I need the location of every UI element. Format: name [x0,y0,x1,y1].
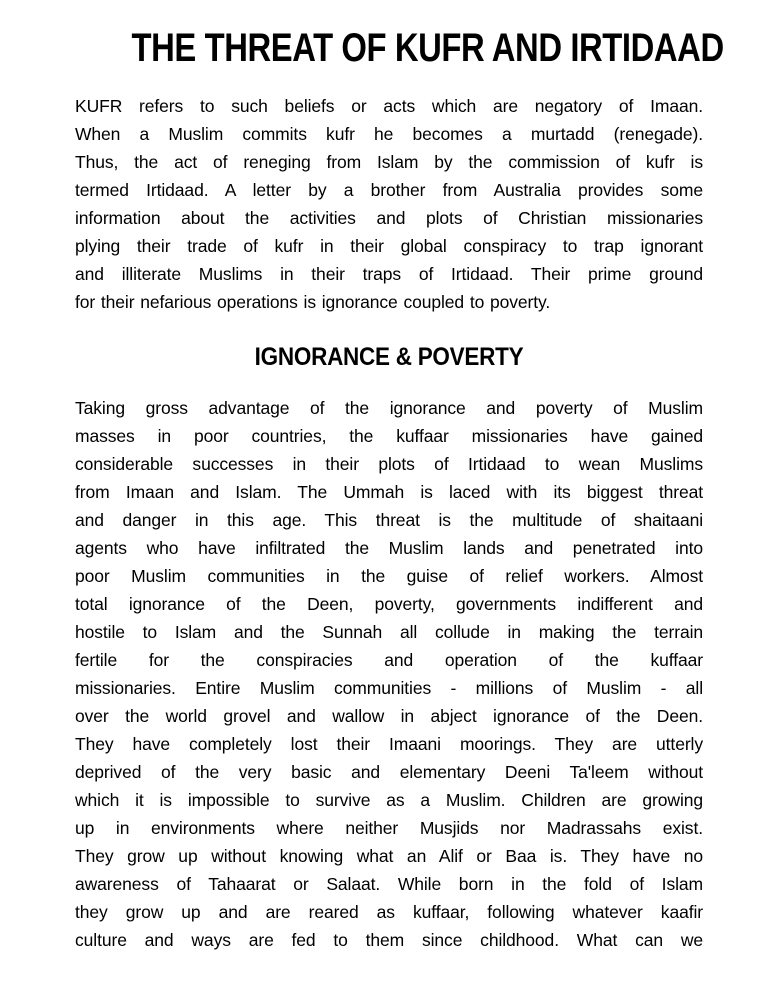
text-line: which it is impossible to survive as a Muslim. Children are growing [75,790,703,810]
text-line: culture and ways are fed to them since childhood. What can we [75,930,703,950]
text-line: total ignorance of the Deen, poverty, governments indifferent and [75,594,703,614]
page-title: THE THREAT OF KUFR AND IRTIDAAD [131,26,724,70]
text-line: Taking gross advantage of the ignorance and poverty of Muslim [75,398,703,418]
text-line: When a Muslim commits kufr he becomes a murtadd (renegade). [75,124,703,144]
text-line: considerable successes in their plots of Irtidaad to wean Muslims [75,454,703,474]
text-line: fertile for the conspiracies and operation of the kuffaar [75,650,703,670]
text-line: information about the activities and plots of Christian missionaries [75,208,703,228]
text-line: from Imaan and Islam. The Ummah is laced with its biggest threat [75,482,703,502]
text-line: missionaries. Entire Muslim communities - millions of Muslim - all [75,678,703,698]
text-line: they grow up and are reared as kuffaar, following whatever kaafir [75,902,703,922]
text-line: hostile to Islam and the Sunnah all collude in making the terrain [75,622,703,642]
body-paragraph [75,394,703,954]
text-line: awareness of Tahaarat or Salaat. While born in the fold of Islam [75,874,703,894]
section-heading: IGNORANCE & POVERTY [254,343,524,371]
intro-paragraph [75,92,703,316]
text-line: termed Irtidaad. A letter by a brother from Australia provides some [75,180,703,200]
text-line: They have completely lost their Imaani moorings. They are utterly [75,734,703,754]
text-line: over the world grovel and wallow in abject ignorance of the Deen. [75,706,703,726]
text-line: deprived of the very basic and elementary Deeni Ta'leem without [75,762,703,782]
text-line: and danger in this age. This threat is the multitude of shaitaani [75,510,703,530]
text-line: KUFR refers to such beliefs or acts which are negatory of Imaan. [75,96,703,116]
text-line: poor Muslim communities in the guise of relief workers. Almost [75,566,703,586]
text-line: plying their trade of kufr in their global conspiracy to trap ignorant [75,236,703,256]
text-line: up in environments where neither Musjids nor Madrassahs exist. [75,818,703,838]
text-line: for their nefarious operations is ignorance coupled to poverty. [75,292,551,312]
text-line: agents who have infiltrated the Muslim lands and penetrated into [75,538,703,558]
text-line: masses in poor countries, the kuffaar missionaries have gained [75,426,703,446]
text-line: and illiterate Muslims in their traps of Irtidaad. Their prime ground [75,264,703,284]
text-line: They grow up without knowing what an Alif or Baa is. They have no [75,846,703,866]
text-line: Thus, the act of reneging from Islam by the commission of kufr is [75,152,703,172]
